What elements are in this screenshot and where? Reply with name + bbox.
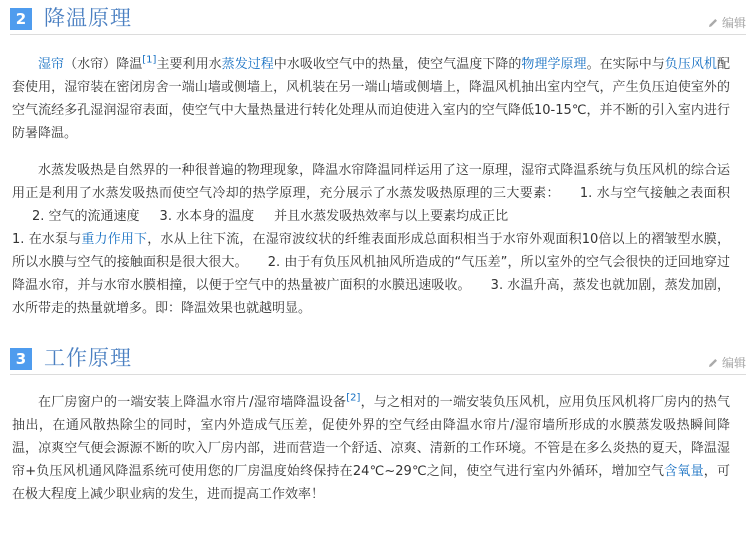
text: 2. 由于有负压风机抽风所造成的“气压差”，所以室外的空气会很快的迂回地穿过降温水帘，并与水帘水膜相撞，以便于空气中的热量被广面积的水膜迅速吸收。 (12, 255, 730, 293)
section-title: 降温原理 (44, 6, 132, 30)
text: 在厂房窗户的一端安装上降温水帘片/湿帘墙降温设备 (38, 395, 347, 410)
list-item: 2. 空气的流通速度 (32, 209, 140, 224)
text: 主要利用水 (156, 57, 222, 72)
text: （水帘）降温 (64, 57, 143, 72)
link-physics[interactable]: 物理学原理 (521, 57, 587, 72)
section-working-principle (0, 342, 756, 506)
paragraph (0, 391, 756, 506)
edit-label: 编辑 (721, 356, 746, 370)
link-shilian[interactable]: 湿帘 (38, 57, 65, 72)
text: 。在实际中与 (586, 57, 665, 72)
link-evaporation[interactable]: 蒸发过程 (221, 57, 274, 72)
text: 配套使用，湿帘装在密闭房舍一端山墙或侧墙上，风机装在另一端山墙或侧墙上，降温风机抽出室内空气，产生负压迫使室外的空气流经多孔湿润湿帘表面，使空气中大量热量进行转化处理从而迫使进入室内的空气降低10-15℃，并不断的引入室内进行防暑降温。 (12, 57, 730, 141)
link-negative-pressure-fan[interactable]: 负压风机 (664, 57, 717, 72)
reference-mark[interactable]: [1] (142, 54, 157, 66)
section-number: 3 (10, 348, 32, 370)
text: 3. 水温升高，蒸发也就加剧，蒸发加剧，水所带走的热量就增多。即：降温效果也就越明显。 (12, 278, 730, 316)
link-oxygen-content[interactable]: 含氧量 (664, 464, 704, 479)
reference-mark[interactable]: [2] (346, 392, 361, 404)
section-header (10, 2, 746, 35)
edit-label: 编辑 (721, 16, 746, 30)
section-header (10, 342, 746, 375)
text: ，水从上往下流，在湿帘波纹状的纤维表面形成总面积相当于水帘外观面积10倍以上的褶皱型水膜，所以水膜与空气的接触面积是很大很大。 (12, 232, 730, 270)
pencil-icon (707, 357, 719, 369)
edit-link[interactable] (707, 14, 746, 31)
link-gravity[interactable]: 重力作用下 (81, 232, 148, 247)
section-title: 工作原理 (44, 346, 132, 370)
text: 并且水蒸发吸热效率与以上要素均成正比 (274, 209, 509, 224)
text: 中水吸收空气中的热量，使空气温度下降的 (273, 57, 522, 72)
list-item: 3. 水本身的温度 (159, 209, 255, 224)
edit-link[interactable] (707, 354, 746, 371)
text: 1. 在水泵与 (12, 232, 82, 247)
section-number: 2 (10, 8, 32, 30)
paragraph (0, 159, 756, 320)
text: ，可在极大程度上减少职业病的发生，进而提高工作效率！ (12, 464, 730, 502)
list-item: 1. 水与空气接触之表面积 (579, 186, 730, 201)
pencil-icon (707, 17, 719, 29)
text: 水蒸发吸热是自然界的一种很普遍的物理现象，降温水帘降温同样运用了这一原理，湿帘式降温系统与负压风机的综合运用正是利用了水蒸发吸热而使空气冷却的热学原理，充分展示了水蒸发吸热原理的三大要素： (12, 163, 730, 201)
paragraph (0, 53, 756, 145)
text: ，与之相对的一端安装负压风机，应用负压风机将厂房内的热气抽出，在通风散热除尘的同时，室内外造成气压差，促使外界的空气经由降温水帘片/湿帘墙所形成的水膜蒸发吸热瞬间降温，凉爽空气便会源源不断的吹入厂房内部，进而营造一个舒适、凉爽、清新的工作环境。不管是在多么炎热的夏天，降温湿帘+负压风机通风降温系统可使用您的厂房温度始终保持在24℃~29℃之间，使空气进行室内外循环，增加空气 (12, 395, 730, 479)
